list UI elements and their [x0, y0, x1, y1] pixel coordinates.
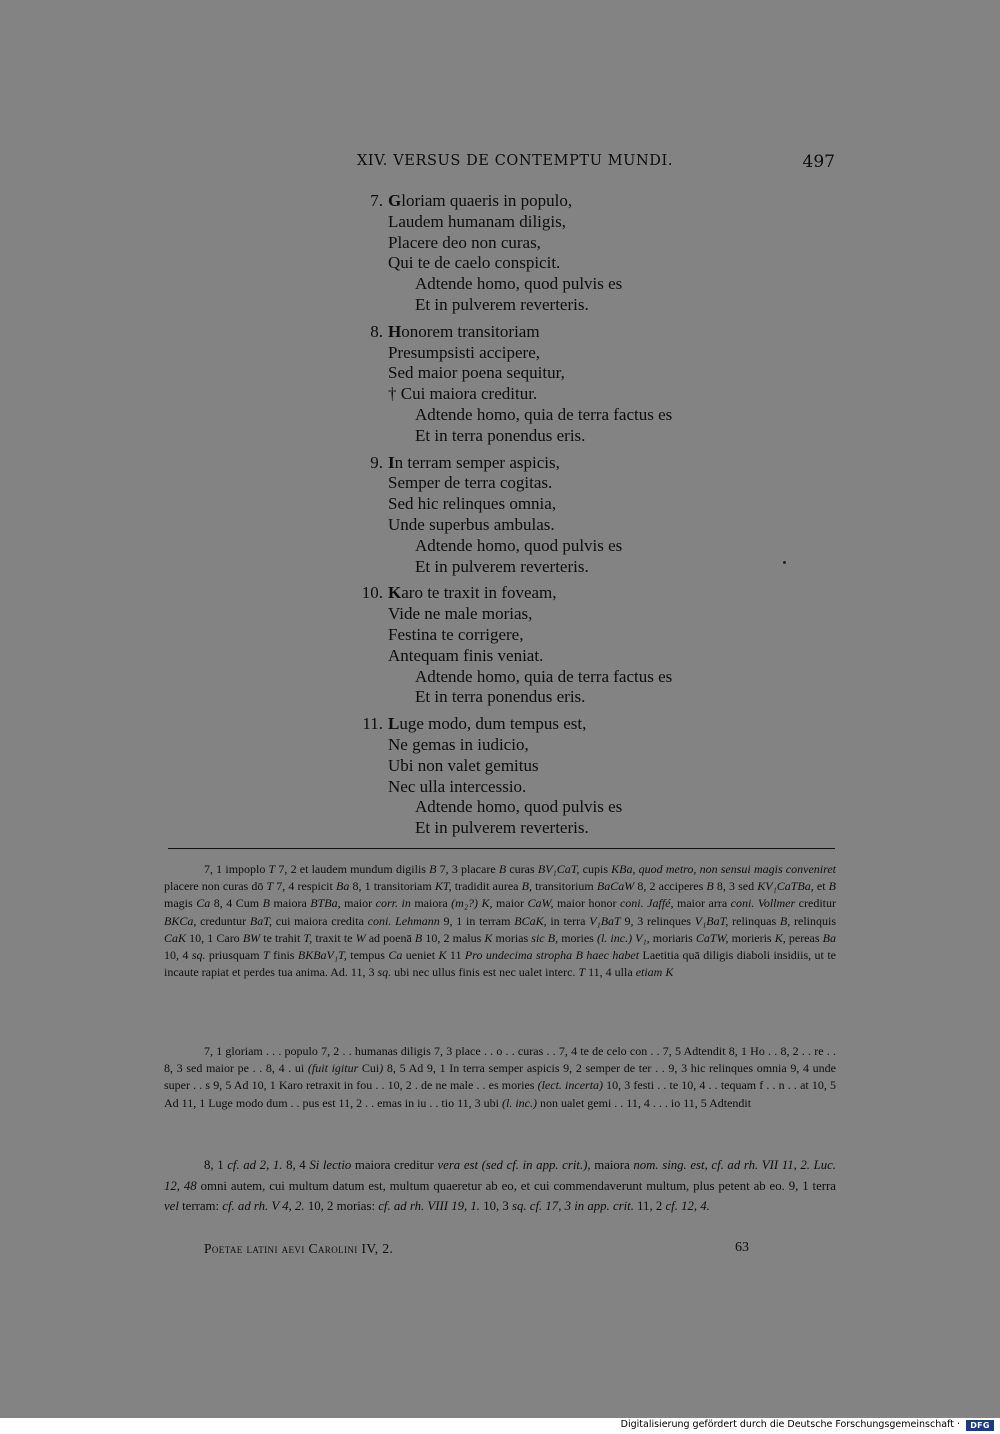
verse-line — [355, 363, 795, 384]
verse-text: † Cui maiora creditur. — [388, 384, 538, 404]
italic-run: coni. Jaffé, — [619, 896, 674, 911]
italic-run: BCaK, — [514, 913, 547, 928]
italic-run: sq. — [191, 948, 206, 963]
verse-text: Karo te traxit in foveam, — [388, 583, 557, 603]
italic-run: BaT, — [249, 913, 272, 928]
initial-letter: L — [388, 714, 400, 734]
italic-run: cf. 12, 4. — [665, 1199, 710, 1214]
italic-run: T — [266, 879, 274, 894]
verse-text: In terram semper aspicis, — [388, 452, 560, 472]
italic-run: B — [429, 862, 437, 876]
initial-letter: K — [388, 583, 402, 603]
italic-run: vel — [164, 1199, 179, 1214]
italic-run: T — [263, 948, 270, 963]
dfg-logo: DFG — [966, 1420, 994, 1431]
verse-line — [355, 646, 795, 667]
verse-line — [355, 426, 795, 447]
refrain-text: Et in pulverem reverteris. — [415, 556, 589, 576]
italic-run: CaTW, — [695, 930, 729, 945]
italic-run: cf. ad rh. VIII 19, 1. — [378, 1199, 480, 1214]
verse-line — [355, 253, 795, 274]
italic-run: K — [484, 930, 493, 945]
verse-text: Luge modo, dum tempus est, — [388, 714, 587, 734]
poem — [355, 191, 795, 845]
verse-line — [355, 687, 795, 708]
verse-line — [355, 536, 795, 557]
italic-run: B — [706, 879, 714, 894]
refrain-text: Et in pulverem reverteris. — [415, 294, 589, 314]
apparatus-criticus: 7, 1 impoplo T 7, 2 et laudem mundum digilis B 7, 3 placare B curas BV₁CaT, cupis KBa, quod metro, non sensui magis conveniret placere non curas dō T 7, 4 respicit Ba 8, 1 transitoriam KT, tradidit aurea B, transitorium BaCaW 8, 2 acciperes B 8, 3 sed KV₁CaTBa, et B magis Ca 8, 4 Cum B maiora BTBa, maior corr. in maiora (m₂?) K, maior CaW, maior honor coni. Jaffé, maior arra coni. Vollmer creditur BKCa, creduntur BaT, cui maiora credita coni. Lehmann 9, 1 in terram BCaK, in terra V₁BaT 9, 3 relinques V₁BaT, relinquas B, relinquis CaK 10, 1 Caro BW te trahit T, traxit te W ad poenā B 10, 2 malus K morias sic B, mories (l. inc.) V₁, moriaris CaTW, morieris K, pereas Ba 10, 4 sq. priusquam T finis BKBaV₁T, tempus Ca ueniet K 11 Pro undecima stropha B haec habet Laetitia quā diligis diaboli insidiis, ut te incaute rapiat et perdes tua anima. Ad. 11, 3 sq. ubi nec ullus finis est nec ualet interc. T 11, 4 ulla etiam K — [164, 862, 837, 980]
footnote-rule — [168, 848, 835, 849]
verse-line — [355, 233, 795, 254]
credit-text: Digitalisierung gefördert durch die Deutsche Forschungsgemeinschaft · — [620, 1419, 960, 1430]
verse-line — [355, 714, 795, 735]
verse-line — [355, 604, 795, 625]
italic-run: sq. — [377, 965, 392, 980]
italic-run: sq. cf. 17, 3 in app. crit. — [512, 1199, 634, 1214]
italic-run: coni. Vollmer — [730, 896, 796, 911]
italic-run: (lect. incerta) — [537, 1078, 604, 1093]
speck — [783, 561, 786, 564]
italic-run: B — [498, 862, 507, 876]
verse-line — [355, 818, 795, 839]
verse-text: Antequam finis veniat. — [388, 645, 544, 665]
italic-run: sic B, — [531, 930, 559, 945]
verse-text: Nec ulla intercessio. — [388, 776, 527, 796]
italic-run: cf. ad rh. V 4, 2. — [222, 1199, 305, 1214]
verse-line — [355, 295, 795, 316]
italic-run: K — [438, 948, 447, 963]
italic-run: Ca — [196, 896, 211, 911]
italic-run: V₁BaT — [589, 913, 621, 928]
verse-line — [355, 384, 795, 405]
stanza — [355, 322, 795, 447]
italic-run: (l. inc.) V₁, — [596, 930, 650, 945]
verse-line — [355, 343, 795, 364]
italic-run: V₁BaT, — [694, 913, 729, 928]
stanza-number: 10. — [361, 583, 383, 603]
refrain-text: Adtende homo, quod pulvis es — [415, 535, 623, 555]
verse-text: Ne gemas in iudicio, — [388, 734, 529, 754]
verse-line — [355, 667, 795, 688]
verse-line — [355, 405, 795, 426]
italic-run: Ba — [335, 879, 350, 894]
stanza — [355, 191, 795, 316]
italic-run: B, — [521, 879, 532, 894]
verse-text: Gloriam quaeris in populo, — [388, 191, 573, 210]
verse-line — [355, 212, 795, 233]
refrain-text: Adtende homo, quia de terra factus es — [415, 404, 673, 424]
italic-run: corr. in — [375, 896, 411, 911]
verse-line — [355, 735, 795, 756]
italic-run: BKBaV₁T, — [297, 948, 347, 963]
stanza-number: 9. — [370, 452, 383, 472]
verse-line — [355, 515, 795, 536]
italic-run: KV₁CaTBa, — [757, 879, 814, 894]
refrain-text: Adtende homo, quod pulvis es — [415, 274, 623, 294]
verse-line — [355, 453, 795, 474]
italic-run: Si lectio — [309, 1158, 352, 1172]
italic-run: vera est (sed cf. in app. crit.), — [437, 1158, 591, 1172]
verse-text: Festina te corrigere, — [388, 624, 524, 644]
credit-bar — [0, 1418, 1000, 1434]
stanza — [355, 583, 795, 708]
italic-run: coni. Lehmann — [367, 913, 440, 928]
series-footer: Poetae latini aevi Carolini IV, 2. — [204, 1241, 394, 1256]
verse-line — [355, 777, 795, 798]
italic-run: (m₂?) K, — [451, 896, 493, 911]
italic-run: BV₁CaT, — [537, 862, 580, 876]
verse-text: Sed hic relinques omnia, — [388, 494, 557, 514]
verse-line — [355, 494, 795, 515]
italic-run: (fuit igitur — [307, 1061, 359, 1076]
verse-text: Unde superbus ambulas. — [388, 514, 555, 534]
verse-text: Vide ne male morias, — [388, 604, 533, 624]
italic-run: Pro undecima stropha B haec habet — [464, 948, 640, 963]
verse-text: Placere deo non curas, — [388, 232, 541, 252]
verse-line — [355, 322, 795, 343]
page-number: 497 — [802, 152, 835, 172]
verse-text: Laudem humanam diligis, — [388, 211, 566, 231]
italic-run: Ba — [822, 930, 836, 945]
italic-run: T, — [303, 930, 313, 945]
italic-run: Ca — [388, 948, 403, 963]
italic-run: BaCaW — [596, 879, 635, 894]
stanza-number: 7. — [370, 191, 383, 210]
refrain-text: Et in terra ponendus eris. — [415, 425, 586, 445]
signature-mark: 63 — [735, 1240, 749, 1255]
verse-line — [355, 583, 795, 604]
italic-run: nom. sing. est, cf. ad rh. VII 11, 2. — [633, 1158, 810, 1172]
verse-line — [355, 756, 795, 777]
refrain-text: Adtende homo, quia de terra factus es — [415, 666, 673, 686]
verse-text: Qui te de caelo conspicit. — [388, 253, 561, 273]
italic-run: KBa, quod metro, non sensui magis conveniret — [611, 862, 836, 876]
running-head — [357, 153, 835, 177]
italic-run: B — [262, 896, 270, 911]
italic-run: CaW, — [527, 896, 554, 911]
italic-run: (l. inc.) — [501, 1095, 537, 1110]
initial-letter: G — [388, 191, 402, 210]
verse-line — [355, 473, 795, 494]
verse-text: Honorem transitoriam — [388, 321, 540, 341]
stanza-number: 11. — [362, 714, 383, 734]
refrain-text: Adtende homo, quod pulvis es — [415, 797, 623, 817]
italic-run: ) — [379, 1061, 384, 1076]
italic-run: B — [828, 879, 837, 894]
apparatus-commentary: 8, 1 cf. ad 2, 1. 8, 4 Si lectio maiora creditur vera est (sed cf. in app. crit.), maiora nom. sing. est, cf. ad rh. VII 11, 2. Luc. 12, 48 omni autem, cui multum datum est, multum quaeretur ab eo, et cui commendaverunt multum, plus petent ab eo. 9, 1 terra vel terram: cf. ad rh. V 4, 2. 10, 2 morias: cf. ad rh. VIII 19, 1. 10, 3 sq. cf. 17, 3 in app. crit. 11, 2 cf. 12, 4. — [164, 1158, 837, 1214]
apparatus-fragment-readings: 7, 1 gloriam . . . populo 7, 2 . . humanas diligis 7, 3 place . . o . . curas . . 7, 4 te de celo con . . 7, 5 Adtendit 8, 1 Ho . . 8, 2 . . re . . 8, 3 sed maior pe . . 8, 4 . ui (fuit igitur Cui) 8, 5 Ad 9, 1 In terra semper aspicis 9, 2 semper de ter . . 9, 3 hic relinques omnia 9, 4 unde super . . s 9, 5 Ad 10, 1 Karo retraxit in fou . . 10, 2 . de ne male . . es mories (lect. incerta) 10, 3 festi . . te 10, 4 . . tequam f . . n . . at 10, 5 Ad 11, 1 Luge modo dum . . pus est 11, 2 . . emas in iu . . tio 11, 3 ubi (l. inc.) non ualet gemi . . 11, 4 . . . io 11, 5 Adtendit — [164, 1044, 836, 1110]
verse-line — [355, 557, 795, 578]
stanza — [355, 453, 795, 578]
italic-run: etiam K — [635, 965, 674, 980]
verse-line — [355, 274, 795, 295]
italic-run: W — [355, 930, 366, 945]
italic-run: T — [578, 965, 586, 980]
italic-run: CaK — [164, 930, 187, 945]
verse-text: Sed maior poena sequitur, — [388, 363, 565, 383]
initial-letter: H — [388, 321, 402, 341]
italic-run: T — [268, 862, 276, 876]
italic-run: BTBa, — [310, 896, 341, 911]
stanza-number: 8. — [370, 321, 383, 341]
italic-run: KT, — [434, 879, 452, 894]
verse-text: Ubi non valet gemitus — [388, 755, 539, 775]
verse-line — [355, 797, 795, 818]
italic-run: BKCa, — [164, 913, 197, 928]
verse-line — [355, 625, 795, 646]
italic-run: B — [414, 930, 423, 945]
italic-run: B, — [779, 913, 791, 928]
verse-text: Semper de terra cogitas. — [388, 473, 553, 493]
verse-text: Presumpsisti accipere, — [388, 342, 541, 362]
italic-run: Luc. 12, 48 — [164, 1158, 837, 1193]
refrain-text: Et in terra ponendus eris. — [415, 687, 586, 707]
refrain-text: Et in pulverem reverteris. — [415, 818, 589, 838]
verse-line — [355, 191, 795, 212]
initial-letter: I — [388, 452, 395, 472]
stanza — [355, 714, 795, 839]
running-head-title: XIV. VERSUS DE CONTEMPTU MUNDI. — [357, 153, 674, 169]
italic-run: cf. ad 2, 1. — [227, 1158, 283, 1172]
italic-run: BW — [242, 930, 261, 945]
italic-run: K, — [774, 930, 786, 945]
